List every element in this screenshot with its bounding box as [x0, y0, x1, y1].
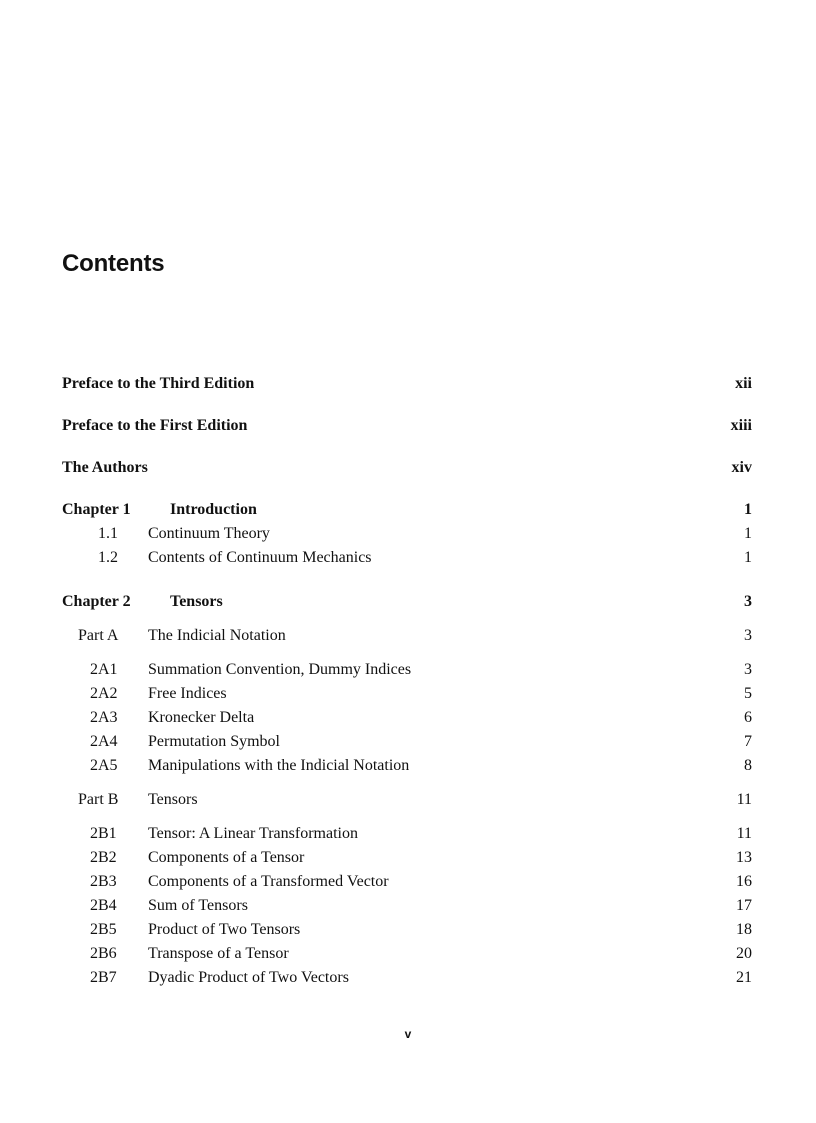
section-number: 1.2	[98, 549, 118, 566]
item-page: 18	[736, 921, 752, 938]
part-title: The Indicial Notation	[148, 627, 286, 644]
toc-chapter-2[interactable]	[62, 590, 752, 614]
toc-item[interactable]	[62, 966, 752, 990]
item-number: 2B5	[90, 921, 117, 938]
toc-part-b[interactable]	[62, 788, 752, 812]
table-of-contents	[62, 372, 752, 990]
item-title: Sum of Tensors	[148, 897, 248, 914]
toc-item[interactable]	[62, 730, 752, 754]
item-title: Product of Two Tensors	[148, 921, 301, 938]
toc-entry-page: xii	[735, 375, 752, 392]
chapter-title: Tensors	[170, 593, 223, 610]
chapter-page: 1	[744, 501, 752, 518]
item-page: 3	[744, 661, 752, 678]
item-page: 11	[736, 825, 752, 842]
spacer	[62, 812, 752, 822]
section-page: 1	[744, 549, 752, 566]
part-label: Part A	[78, 627, 119, 644]
section-number: 1.1	[98, 525, 118, 542]
item-number: 2A2	[90, 685, 118, 702]
item-number: 2B3	[90, 873, 117, 890]
item-number: 2B1	[90, 825, 117, 842]
page-number: v	[404, 1027, 412, 1041]
toc-part-a[interactable]	[62, 624, 752, 648]
item-page: 13	[736, 849, 752, 866]
chapter-label: Chapter 1	[62, 501, 131, 518]
toc-entry-preface-first[interactable]	[62, 414, 752, 456]
toc-item[interactable]	[62, 870, 752, 894]
toc-item[interactable]	[62, 846, 752, 870]
item-number: 2A5	[90, 757, 118, 774]
item-page: 21	[736, 969, 752, 986]
toc-item[interactable]	[62, 918, 752, 942]
section-title: Continuum Theory	[148, 525, 270, 542]
toc-entry-preface-third[interactable]	[62, 372, 752, 414]
item-title: Transpose of a Tensor	[148, 945, 289, 962]
toc-chapter-1[interactable]	[62, 498, 752, 522]
item-page: 8	[744, 757, 752, 774]
toc-item[interactable]	[62, 682, 752, 706]
item-page: 7	[744, 733, 752, 750]
item-page: 20	[736, 945, 752, 962]
item-page: 16	[736, 873, 752, 890]
toc-entry-title: Preface to the First Edition	[62, 417, 248, 434]
page-title: Contents	[62, 250, 165, 277]
section-title: Contents of Continuum Mechanics	[148, 549, 372, 566]
toc-entry-title: The Authors	[62, 459, 148, 476]
part-label: Part B	[78, 791, 119, 808]
item-title: Dyadic Product of Two Vectors	[148, 969, 349, 986]
toc-item[interactable]	[62, 942, 752, 966]
item-number: 2A3	[90, 709, 118, 726]
toc-item[interactable]	[62, 754, 752, 778]
item-title: Free Indices	[148, 685, 227, 702]
toc-item[interactable]	[62, 658, 752, 682]
item-title: Kronecker Delta	[148, 709, 255, 726]
item-page: 5	[744, 685, 752, 702]
chapter-page: 3	[744, 593, 752, 610]
part-page: 3	[744, 627, 752, 644]
section-page: 1	[744, 525, 752, 542]
toc-entry-page: xiii	[730, 417, 752, 434]
spacer	[62, 614, 752, 624]
item-title: Tensor: A Linear Transformation	[148, 825, 358, 842]
item-title: Summation Convention, Dummy Indices	[148, 661, 412, 678]
toc-section[interactable]	[62, 546, 752, 570]
toc-entry-title: Preface to the Third Edition	[62, 375, 255, 392]
spacer	[62, 778, 752, 788]
item-number: 2A1	[90, 661, 118, 678]
item-number: 2B6	[90, 945, 117, 962]
toc-entry-authors[interactable]	[62, 456, 752, 498]
chapter-label: Chapter 2	[62, 593, 131, 610]
item-title: Components of a Transformed Vector	[148, 873, 389, 890]
item-title: Manipulations with the Indicial Notation	[148, 757, 410, 774]
toc-section[interactable]	[62, 522, 752, 546]
item-number: 2B2	[90, 849, 117, 866]
item-page: 17	[736, 897, 752, 914]
item-title: Components of a Tensor	[148, 849, 305, 866]
item-title: Permutation Symbol	[148, 733, 280, 750]
toc-item[interactable]	[62, 894, 752, 918]
item-number: 2B4	[90, 897, 117, 914]
chapter-title: Introduction	[170, 501, 257, 518]
spacer	[62, 570, 752, 590]
toc-entry-page: xiv	[731, 459, 752, 476]
part-title: Tensors	[148, 791, 198, 808]
toc-item[interactable]	[62, 822, 752, 846]
item-number: 2B7	[90, 969, 117, 986]
spacer	[62, 648, 752, 658]
item-page: 6	[744, 709, 752, 726]
part-page: 11	[736, 791, 752, 808]
toc-item[interactable]	[62, 706, 752, 730]
item-number: 2A4	[90, 733, 118, 750]
